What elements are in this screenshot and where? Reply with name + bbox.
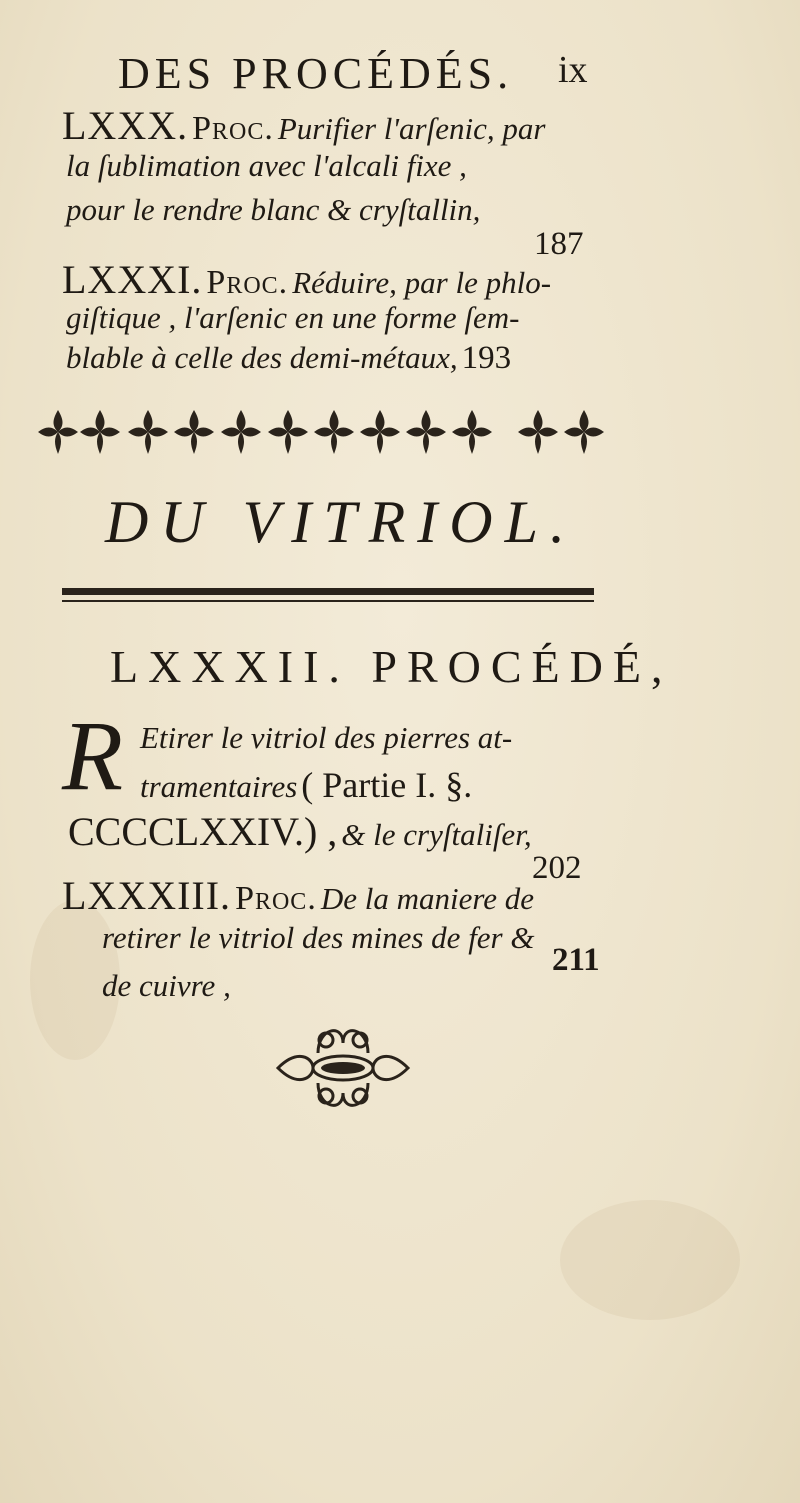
- entry-text-line: pour le rendre blanc & cryſtallin,: [66, 192, 481, 227]
- entry-page-number: 193: [461, 340, 512, 376]
- paper-stain: [560, 1200, 740, 1320]
- running-title: DES PROCÉDÉS.: [118, 49, 514, 98]
- procedure-heading: LXXXII. PROCÉDÉ,: [110, 641, 673, 692]
- folio-number: ix: [558, 49, 588, 91]
- entry-text-line: giſtique , l'arſenic en une forme ſem-: [66, 300, 520, 335]
- procedure-page-number: 202: [532, 850, 582, 886]
- entry-text-line: De la maniere de: [320, 881, 535, 916]
- procedure-text-roman: CCCCLXXIV.) ,: [68, 809, 338, 854]
- procedure-text-italic: & le cryſtaliſer,: [341, 817, 532, 852]
- entry-text-line: retirer le vitriol des mines de fer &: [102, 920, 535, 955]
- entry-text-line: la ſublimation avec l'alcali fixe ,: [66, 148, 467, 183]
- fleuron-border-ornament: [36, 402, 606, 462]
- entry-number: LXXXI.: [62, 257, 203, 302]
- running-header: [118, 48, 598, 99]
- tailpiece-ornament: [268, 1018, 418, 1118]
- thick-rule: [62, 588, 594, 595]
- entry-abbr: Proc.: [192, 110, 274, 147]
- procedure-text-roman: ( Partie I. §.: [301, 765, 473, 805]
- thin-rule: [62, 600, 594, 602]
- entry-page-number: 187: [534, 226, 584, 262]
- procedure-text-italic: tramentaires: [140, 769, 298, 804]
- entry-number: LXXXIII.: [62, 873, 232, 918]
- entry-number: LXXX.: [62, 103, 189, 148]
- entry-text-line: Purifier l'arſenic, par: [277, 111, 546, 146]
- procedure-text-line: Etirer le vitriol des pierres at-: [140, 720, 513, 755]
- entry-page-number: 211: [552, 942, 600, 978]
- section-title: DU VITRIOL.: [105, 489, 577, 555]
- entry-text-line: blable à celle des demi-métaux,: [66, 340, 458, 375]
- entry-abbr: Proc.: [206, 264, 289, 301]
- entry-text-line: de cuivre ,: [102, 968, 231, 1003]
- drop-capital: R: [62, 700, 124, 811]
- entry-abbr: Proc.: [235, 880, 317, 917]
- entry-text-line: Réduire, par le phlo-: [292, 265, 552, 300]
